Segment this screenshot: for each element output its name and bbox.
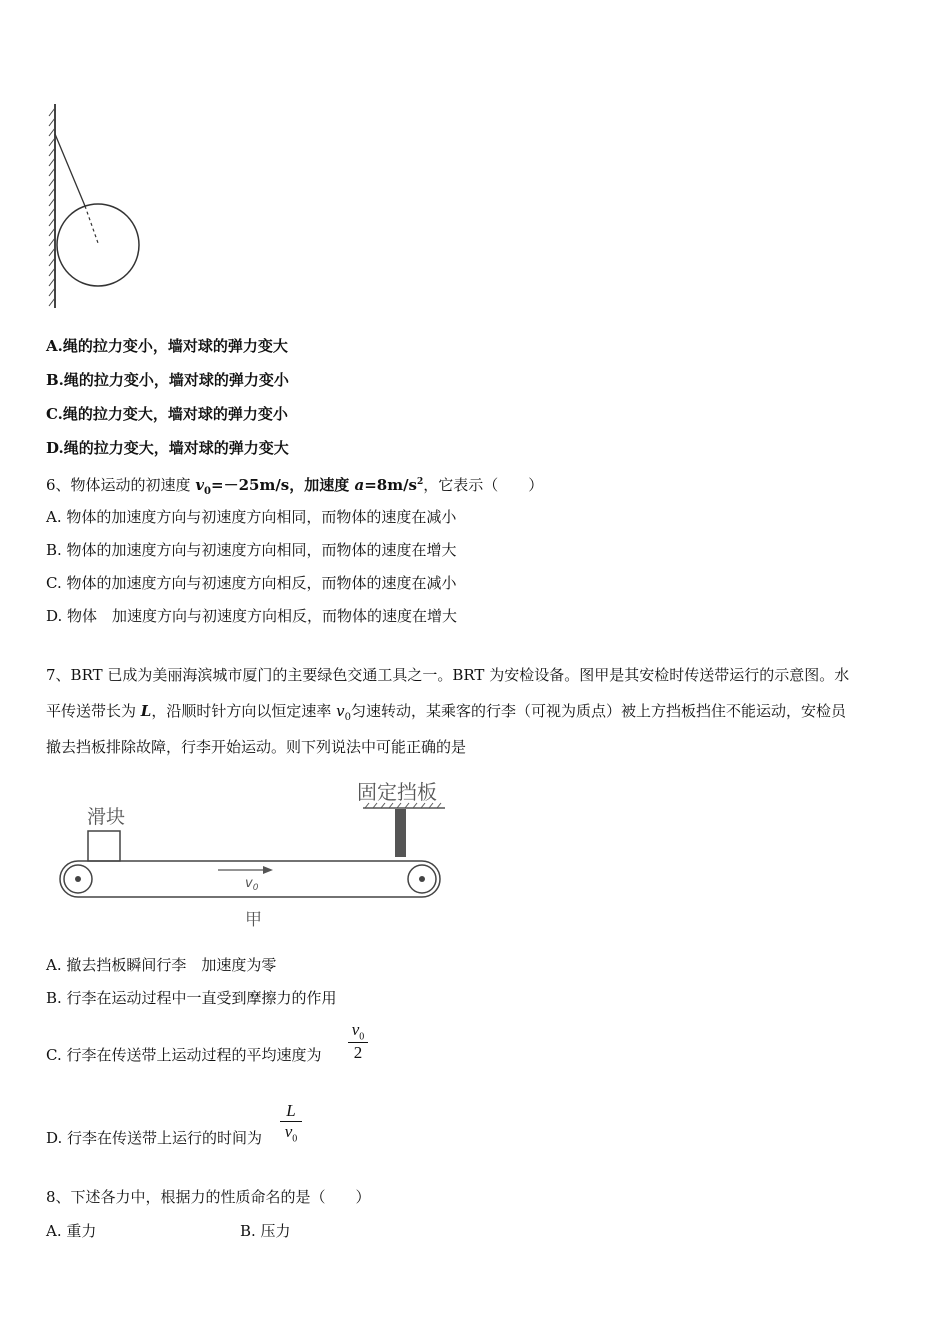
q7-option-b: B. 行李在运动过程中一直受到摩擦力的作用 (46, 989, 337, 1007)
ball (57, 204, 139, 286)
q5-option-d: D.绳的拉力变大，墙对球的弹力变大 (46, 439, 289, 457)
q6-option-b: B. 物体的加速度方向与初速度方向相同，而物体的速度在增大 (46, 541, 457, 559)
ball-wall-figure (40, 100, 150, 315)
q6-option-d: D. 物体 加速度方向与初速度方向相反，而物体的速度在增大 (46, 607, 458, 625)
left-pulley-axle (75, 876, 81, 882)
q7-option-c: C. 行李在传送带上运动过程的平均速度为 (46, 1046, 322, 1064)
slider-label: 滑块 (87, 806, 126, 828)
q7-stem-line1: 7、BRT 已成为美丽海滨城市厦门的主要绿色交通工具之一。BRT 为安检设备。图甲是其安检时传送带运行的示意图。水 (46, 666, 850, 684)
q7-option-d-fraction: L $v_0$ (280, 1101, 302, 1144)
wall-hatching (49, 104, 55, 308)
q8-option-a: A. 重力 (46, 1222, 97, 1240)
velocity-label: $v_0$ (245, 876, 259, 893)
figure-caption: 甲 (245, 910, 262, 930)
q7-stem-line2: 平传送带长为 L，沿顺时针方向以恒定速率 $v_0$匀速转动，某乘客的行李（可视为质点）被上方挡板挡住不能运动，安检员 (46, 702, 846, 723)
rope-extension-dashed (85, 206, 98, 243)
fixed-baffle (395, 809, 406, 857)
q7-option-a: A. 撤去挡板瞬间行李 加速度为零 (46, 956, 277, 974)
q8-option-b: B. 压力 (240, 1222, 291, 1240)
baffle-label: 固定挡板 (357, 780, 437, 804)
q5-option-b: B.绳的拉力变小，墙对球的弹力变小 (46, 371, 289, 389)
conveyor-belt-figure (55, 775, 455, 935)
q5-option-c: C.绳的拉力变大，墙对球的弹力变小 (46, 405, 288, 423)
q7-option-d: D. 行李在传送带上运行的时间为 (46, 1129, 263, 1147)
velocity-arrowhead (263, 866, 273, 874)
q6-stem: 6、物体运动的初速度 $v_0=-25m/s$，加速度 $a=8m/s^2$，它表示（ ） (46, 476, 544, 497)
right-pulley-axle (419, 876, 425, 882)
q7-stem-line3: 撤去挡板排除故障，行李开始运动。则下列说法中可能正确的是 (46, 738, 467, 756)
q7-option-c-fraction: $v_0$ 2 (348, 1020, 368, 1063)
q6-option-a: A. 物体的加速度方向与初速度方向相同，而物体的速度在减小 (46, 508, 457, 526)
slider-block (88, 831, 120, 861)
q8-stem: 8、下述各力中，根据力的性质命名的是（ ） (46, 1188, 371, 1206)
rope (55, 134, 85, 206)
q6-option-c: C. 物体的加速度方向与初速度方向相反，而物体的速度在减小 (46, 574, 457, 592)
q5-option-a: A.绳的拉力变小，墙对球的弹力变大 (46, 337, 288, 355)
